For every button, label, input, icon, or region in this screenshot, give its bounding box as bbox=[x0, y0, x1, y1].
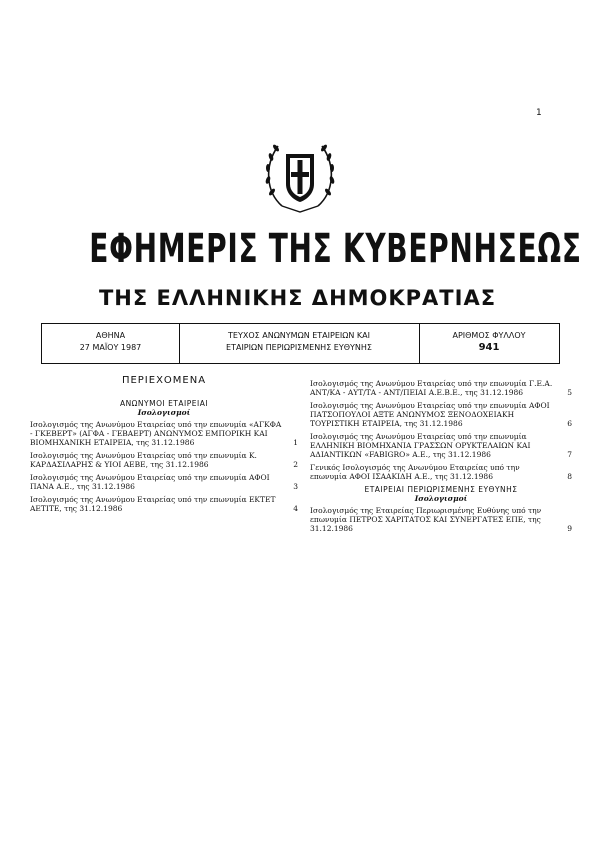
issue-type-line-1: ΤΕΥΧΟΣ ΑΝΩΝΥΜΩΝ ΕΤΑΙΡΕΙΩΝ ΚΑΙ bbox=[228, 331, 370, 340]
toc-entry-page: 4 bbox=[293, 504, 298, 513]
toc-entry-page: 3 bbox=[293, 482, 298, 491]
section-subtitle-ltd: Ισολογισμοί bbox=[414, 494, 468, 503]
toc-heading: ΠΕΡΙΕΧΟΜΕΝΑ bbox=[121, 375, 207, 386]
toc-entry-page: 2 bbox=[293, 460, 298, 469]
toc-entry-text: Ισολογισμός της Ανωνύμου Εταιρείας υπό την επωνυμία «ΑΓΚΦΑ - ΓΚΕΒΕΡΤ» (ΑΓΦΑ - ΓΕΒΑΕΡΤ) ΑΝΩΝΥΜΟΣ ΕΜΠΟΡΙΚΗ ΚΑΙ ΒΙΟΜΗΧΑΝΙΚΗ ΕΤΑΙΡΕΙΑ, της 31.12.1986 bbox=[30, 420, 282, 447]
page-number: 1 bbox=[536, 108, 542, 118]
toc-entry-text: Ισολογισμός της Ανωνύμου Εταιρείας υπό την επωνυμία ΕΛΛΗΝΙΚΗ ΒΙΟΜΗΧΑΝΙΑ ΓΡΑΣΣΩΝ ΟΡΥΚΤΕΛΑΙΩΝ ΚΑΙ ΑΔΙΑΝΤΙΚΩΝ «FABIGRO» Α.Ε., της 31.12.1986 bbox=[310, 432, 531, 459]
toc-entry-text: Ισολογισμός της Ανωνύμου Εταιρείας υπό την επωνυμία ΑΦΟΙ ΠΑΝΑ Α.Ε., της 31.12.1986 bbox=[30, 473, 270, 491]
toc-entry bbox=[310, 379, 572, 397]
sheet-number-label: ΑΡΙΘΜΟΣ ΦΥΛΛΟΥ bbox=[452, 331, 526, 340]
issue-sheet bbox=[419, 324, 559, 363]
greek-coat-of-arms-emblem bbox=[262, 132, 338, 216]
issue-date: 27 ΜΑΪΟΥ 1987 bbox=[79, 343, 142, 352]
toc-entry bbox=[310, 401, 572, 428]
toc-entry-text: Ισολογισμός της Ανωνύμου Εταιρείας υπό την επωνυμία Κ. ΚΑΡΔΑΣΙΛΑΡΗΣ & ΥΙΟΙ ΑΕΒΕ, της 31.12.1986 bbox=[30, 451, 257, 469]
toc-entry-page: 1 bbox=[293, 438, 298, 447]
issue-info-bar bbox=[41, 323, 560, 364]
issue-city: ΑΘΗΝΑ bbox=[95, 331, 126, 340]
toc-entry bbox=[30, 473, 298, 491]
toc-entry-text: Ισολογισμός της Ανωνύμου Εταιρείας υπό την επωνυμία Γ.Ε.Α. ΑΝΤ/ΚΑ - ΑΥΤ/ΤΑ - ΑΝΤ/ΠΕΙΑΙ Α.Ε.Β.Ε., της 31.12.1986 bbox=[310, 379, 553, 397]
issue-type bbox=[179, 324, 420, 363]
gazette-subtitle: ΤΗΣ ΕΛΛΗΝΙΚΗΣ ΔΗΜΟΚΡΑΤΙΑΣ bbox=[98, 286, 497, 310]
toc-entry-page: 9 bbox=[567, 524, 572, 533]
toc-entry bbox=[30, 451, 298, 469]
toc-entry-text: Ισολογισμός της Ανωνύμου Εταιρείας υπό την επωνυμία ΑΦΟΙ ΠΑΤΣΟΠΟΥΛΟΙ ΑΞΤΕ ΑΝΩΝΥΜΟΣ ΞΕΝΟΔΟΧΕΙΑΚΗ ΤΟΥΡΙΣΤΙΚΗ ΕΤΑΙΡΕΙΑ, της 31.12.1986 bbox=[310, 401, 550, 428]
section-title-ltd: ΕΤΑΙΡΕΙΑΙ ΠΕΡΙΩΡΙΣΜΕΝΗΣ ΕΥΘΥΝΗΣ bbox=[364, 485, 518, 494]
sheet-number: 941 bbox=[478, 342, 500, 353]
toc-entry-page: 7 bbox=[567, 450, 572, 459]
toc-entry-text: Γενικός Ισολογισμός της Ανωνύμου Εταιρείας υπό την επωνυμία ΑΦΟΙ ΙΣΑΑΚΙΔΗ Α.Ε., της 31.12.1986 bbox=[310, 463, 520, 481]
toc-entry bbox=[310, 432, 572, 459]
section-title-sa: ΑΝΩΝΥΜΟΙ ΕΤΑΙΡΕΙΑΙ bbox=[119, 399, 209, 408]
toc-right-column bbox=[310, 379, 572, 537]
toc-left-column bbox=[30, 376, 298, 517]
toc-entry-page: 8 bbox=[567, 472, 572, 481]
toc-entry bbox=[310, 463, 572, 481]
toc-entry bbox=[310, 506, 572, 533]
gazette-title: ΕΦΗΜΕΡΙΣ ΤΗΣ ΚΥΒΕΡΝΗΣΕΩΣ bbox=[89, 226, 582, 272]
issue-place-date bbox=[42, 324, 180, 363]
section-subtitle-sa: Ισολογισμοί bbox=[137, 408, 191, 417]
toc-entry bbox=[30, 495, 298, 513]
toc-entry-text: Ισολογισμός της Ανωνύμου Εταιρείας υπό την επωνυμία ΕΚΤΕΤ ΑΕΤΙΤΕ, της 31.12.1986 bbox=[30, 495, 276, 513]
issue-type-line-2: ΕΤΑΙΡΙΩΝ ΠΕΡΙΩΡΙΣΜΕΝΗΣ ΕΥΘΥΝΗΣ bbox=[226, 343, 372, 352]
toc-entry-page: 6 bbox=[567, 419, 572, 428]
toc-entry-page: 5 bbox=[567, 388, 572, 397]
toc-entry-text: Ισολογισμός της Εταιρείας Περιωρισμένης Ευθύνης υπό την επωνυμία ΠΕΤΡΟΣ ΧΑΡΙΤΑΤΟΣ ΚΑΙ ΣΥΝΕΡΓΑΤΕΣ ΕΠΕ, της 31.12.1986 bbox=[310, 506, 542, 533]
toc-entry bbox=[30, 420, 298, 447]
